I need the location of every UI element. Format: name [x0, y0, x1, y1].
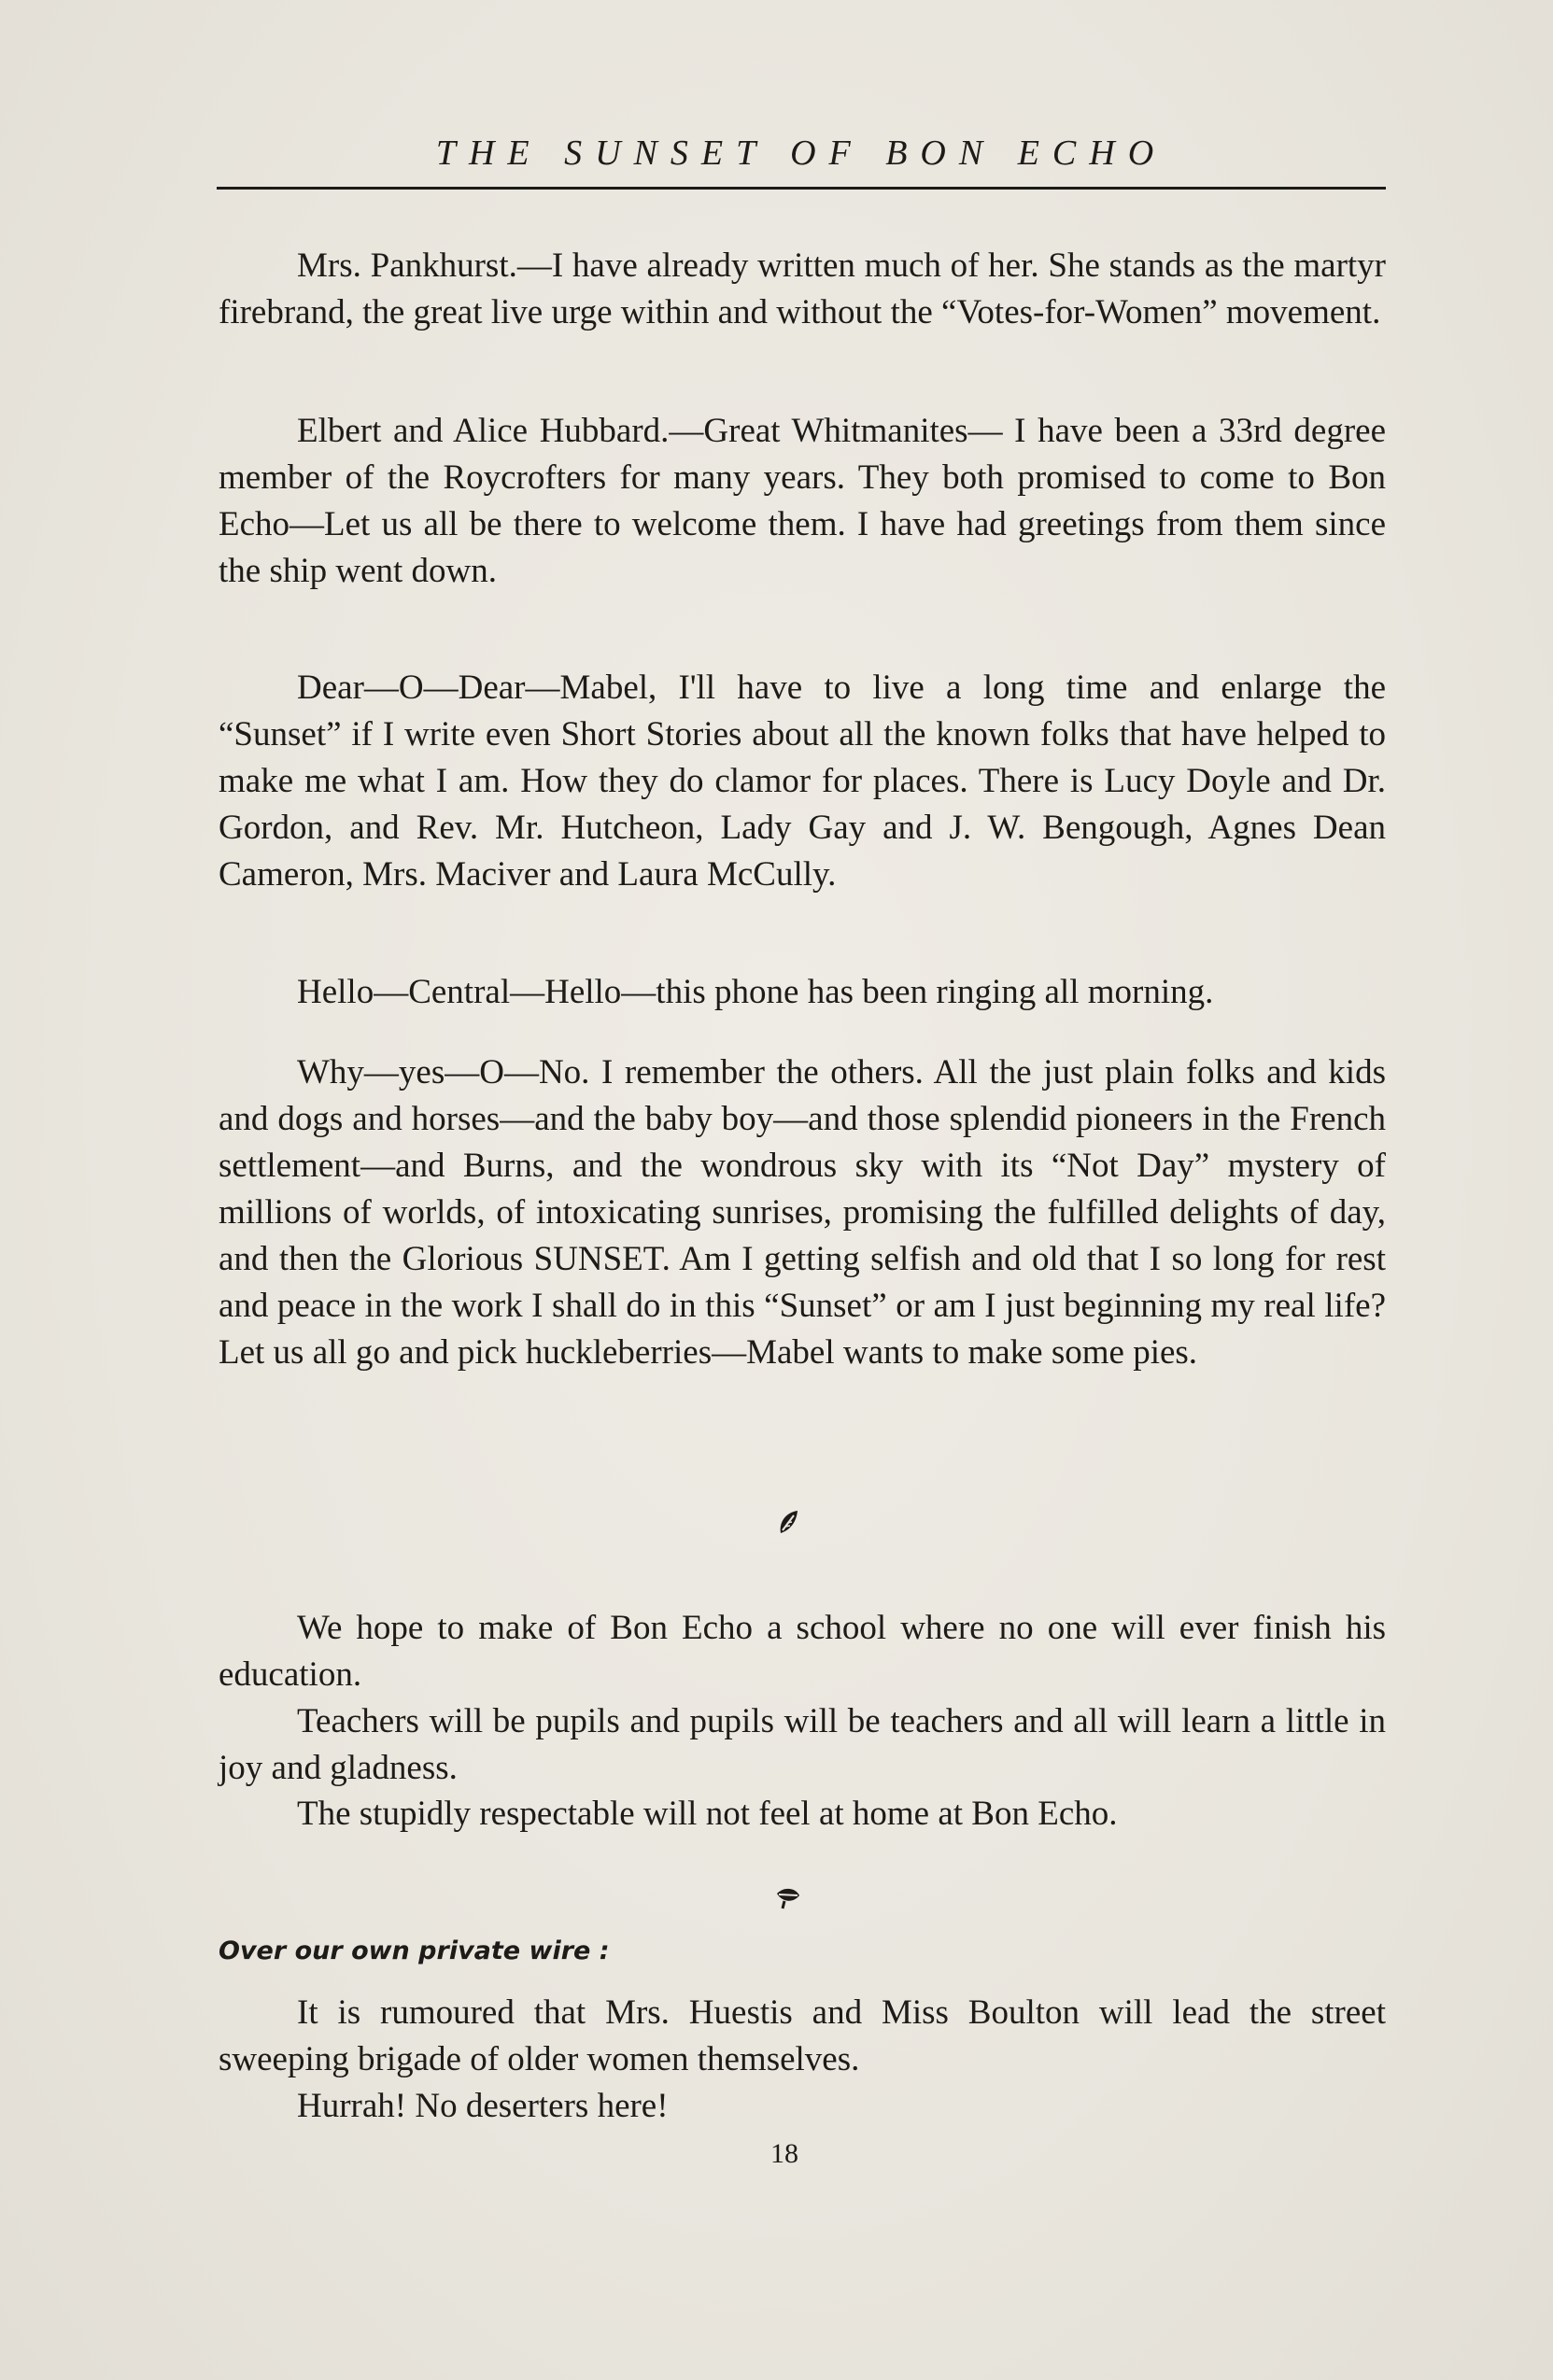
paragraph-rumoured	[219, 1990, 1386, 2083]
paragraph-text: Teachers will be pupils and pupils will be teachers and all will learn a little in joy and gladness.	[219, 1702, 1386, 1787]
paragraph-respectable	[219, 1791, 1386, 1838]
leaf-ornament-icon	[771, 1505, 805, 1539]
paragraph-hello-central	[219, 969, 1386, 1016]
paragraph-hurrah	[219, 2083, 1386, 2130]
page-number: 18	[770, 2138, 798, 2169]
paragraph-text: It is rumoured that Mrs. Huestis and Miss Boulton will lead the street sweeping brigade of older women themselves.	[219, 1993, 1386, 2078]
paragraph-text: We hope to make of Bon Echo a school where no one will ever finish his education.	[219, 1609, 1386, 1694]
leaf-ornament-icon	[771, 1505, 805, 1539]
paragraph-dear-mabel	[219, 665, 1386, 898]
paragraph-text: Hello—Central—Hello—this phone has been ringing all morning.	[297, 973, 1214, 1011]
wire-heading: Over our own private wire :	[219, 1936, 610, 1965]
paragraph-pankhurst	[219, 243, 1386, 336]
paragraph-text: Hurrah! No deserters here!	[297, 2087, 669, 2125]
running-head: THE SUNSET OF BON ECHO	[435, 134, 1167, 173]
paragraph-hubbard	[219, 408, 1386, 595]
leaf-ornament-icon	[771, 1880, 805, 1914]
paragraph-text: Elbert and Alice Hubbard.—Great Whitmanites— I have been a 33rd degree member of the Roycrofters for many years. They both promised to come to Bon Echo—Let us all be there to welcome them. I have had greetings from them since the ship went down.	[219, 412, 1386, 590]
leaf-ornament-icon	[771, 1880, 805, 1914]
header-rule	[217, 187, 1386, 190]
paragraph-why-yes	[219, 1049, 1386, 1376]
paragraph-teachers	[219, 1698, 1386, 1792]
paragraph-text: Dear—O—Dear—Mabel, I'll have to live a long time and enlarge the “Sunset” if I write even Short Stories about all the known folks that have helped to make me what I am. How they do clamor for places. There is Lucy Doyle and Dr. Gordon, and Rev. Mr. Hutcheon, Lady Gay and J. W. Bengough, Agnes Dean Cameron, Mrs. Maciver and Laura McCully.	[219, 669, 1386, 894]
paragraph-text: Mrs. Pankhurst.—I have already written much of her. She stands as the martyr firebrand, the great live urge within and without the “Votes-for-Women” movement.	[219, 246, 1386, 331]
paragraph-text: The stupidly respectable will not feel at home at Bon Echo.	[297, 1795, 1118, 1833]
paragraph-text: Why—yes—O—No. I remember the others. All the just plain folks and kids and dogs and horses—and the baby boy—and those splendid pioneers in the French settlement—and Burns, and the wondrous sky with its “Not Day” mystery of millions of worlds, of intoxicating sunrises, promising the fulfilled delights of day, and then the Glorious SUNSET. Am I getting selfish and old that I so long for rest and peace in the work I shall do in this “Sunset” or am I just beginning my real life? Let us all go and pick huckleberries—Mabel wants to make some pies.	[219, 1053, 1386, 1372]
paragraph-school	[219, 1605, 1386, 1698]
